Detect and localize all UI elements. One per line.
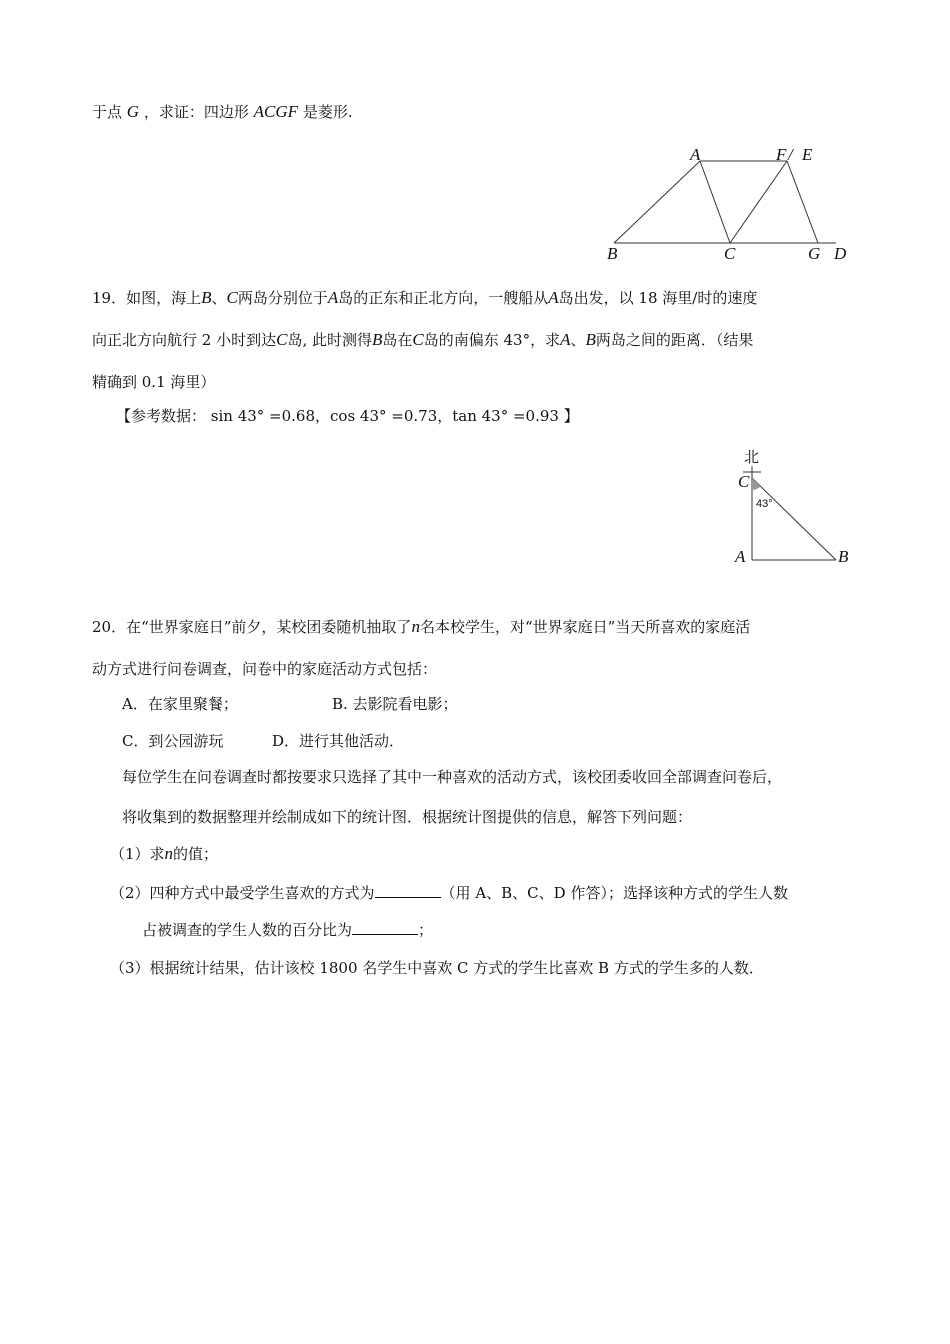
q20-text: 的值； [173,845,219,863]
q19-text: 岛, 此时测得 [287,331,372,349]
label-c: C [738,472,750,491]
angle-mark [752,478,761,490]
q19-text: 、 [570,331,586,349]
q19-var: C [412,330,424,349]
label-g: G [808,244,821,263]
q20-text: 占被调查的学生人数的百分比为 [142,921,353,939]
q20-sub-2-cont [142,918,433,940]
q19-var: B [371,330,383,349]
q20-text: 20．在“世界家庭日”前夕，某校团委随机抽取了 [92,618,412,636]
label-b: B [607,244,618,263]
q20-text: （2）四种方式中最受学生喜欢的方式为 [110,884,375,902]
q20-option-c: C．到公园游玩 [122,732,224,750]
q19-var: A [327,288,339,307]
q18-text-post: 是菱形. [302,103,353,121]
answer-blank-method[interactable] [375,881,441,898]
q19-text: 岛出发，以 18 海里/时的速度 [558,289,758,307]
label-c: C [724,244,736,263]
segment-cb [752,478,836,560]
q19-var: B [585,330,596,349]
q20-var-n: n [411,617,420,636]
q20-line-1 [92,617,750,637]
q19-text: 两岛之间的距离．（结果 [595,331,754,349]
label-e: E [802,145,813,164]
q20-sub-2 [110,881,788,903]
q20-paragraph-1: 每位学生在问卷调查时都按要求只选择了其中一种喜欢的活动方式，该校团委收回全部调查问卷后， [122,768,783,786]
q19-text: 岛的南偏东 43°，求 [423,331,561,349]
answer-blank-percent[interactable] [352,918,418,935]
q18-text-mid: ，求证：四边形 [143,103,249,121]
north-label: 北 [744,448,760,466]
q19-text: 、 [211,289,227,307]
q20-var-n: n [164,844,174,863]
q20-text: 名本校学生，对“世界家庭日”当天所喜欢的家庭活 [419,618,751,636]
label-slash: / [788,145,793,164]
q19-var: C [276,330,288,349]
label-a: A [735,547,746,566]
label-a: A [690,145,701,164]
q19-line-3: 精确到 0.1 海里） [92,373,216,391]
q19-var: A [560,330,571,349]
q19-var: C [226,288,238,307]
q18-var-acgf: ACGF [253,102,299,121]
q20-option-a: A．在家里聚餐； [122,695,238,713]
angle-label: 43° [756,498,773,510]
q19-var: B [201,288,212,307]
q20-line-2: 动方式进行问卷调查，问卷中的家庭活动方式包括： [92,660,438,678]
label-d: D [834,244,847,263]
q20-paragraph-2: 将收集到的数据整理并绘制成如下的统计图．根据统计图提供的信息，解答下列问题： [122,808,693,826]
q19-var: A [548,288,559,307]
q19-text: 岛的正东和正北方向，一艘船从 [338,289,549,307]
label-f: F [776,145,787,164]
q20-text: ； [418,921,434,939]
q19-text: 向正北方向航行 2 小时到达 [92,331,277,349]
q20-text: （1）求 [110,845,165,863]
q18-var-g: G [126,102,140,121]
q20-text: （用 A、B、C、D 作答）；选择该种方式的学生人数 [440,884,788,902]
q20-sub-1 [110,844,218,864]
q19-reference-data: 【参考数据： sin 43° =0.68，cos 43° =0.73，tan 43° =0.93 】 [116,407,579,425]
q18-text-pre: 于点 [92,103,123,121]
q20-option-d: D．进行其他活动． [272,732,405,750]
q19-text: 19．如图，海上 [92,289,202,307]
q19-text: 两岛分别位于 [237,289,328,307]
label-b: B [838,547,849,566]
q20-option-b: B. 去影院看电影； [332,695,458,713]
q20-sub-3: （3）根据统计结果，估计该校 1800 名学生中喜欢 C 方式的学生比喜欢 B 方式的学生多的人数． [110,959,764,977]
q19-text: 岛在 [382,331,413,349]
